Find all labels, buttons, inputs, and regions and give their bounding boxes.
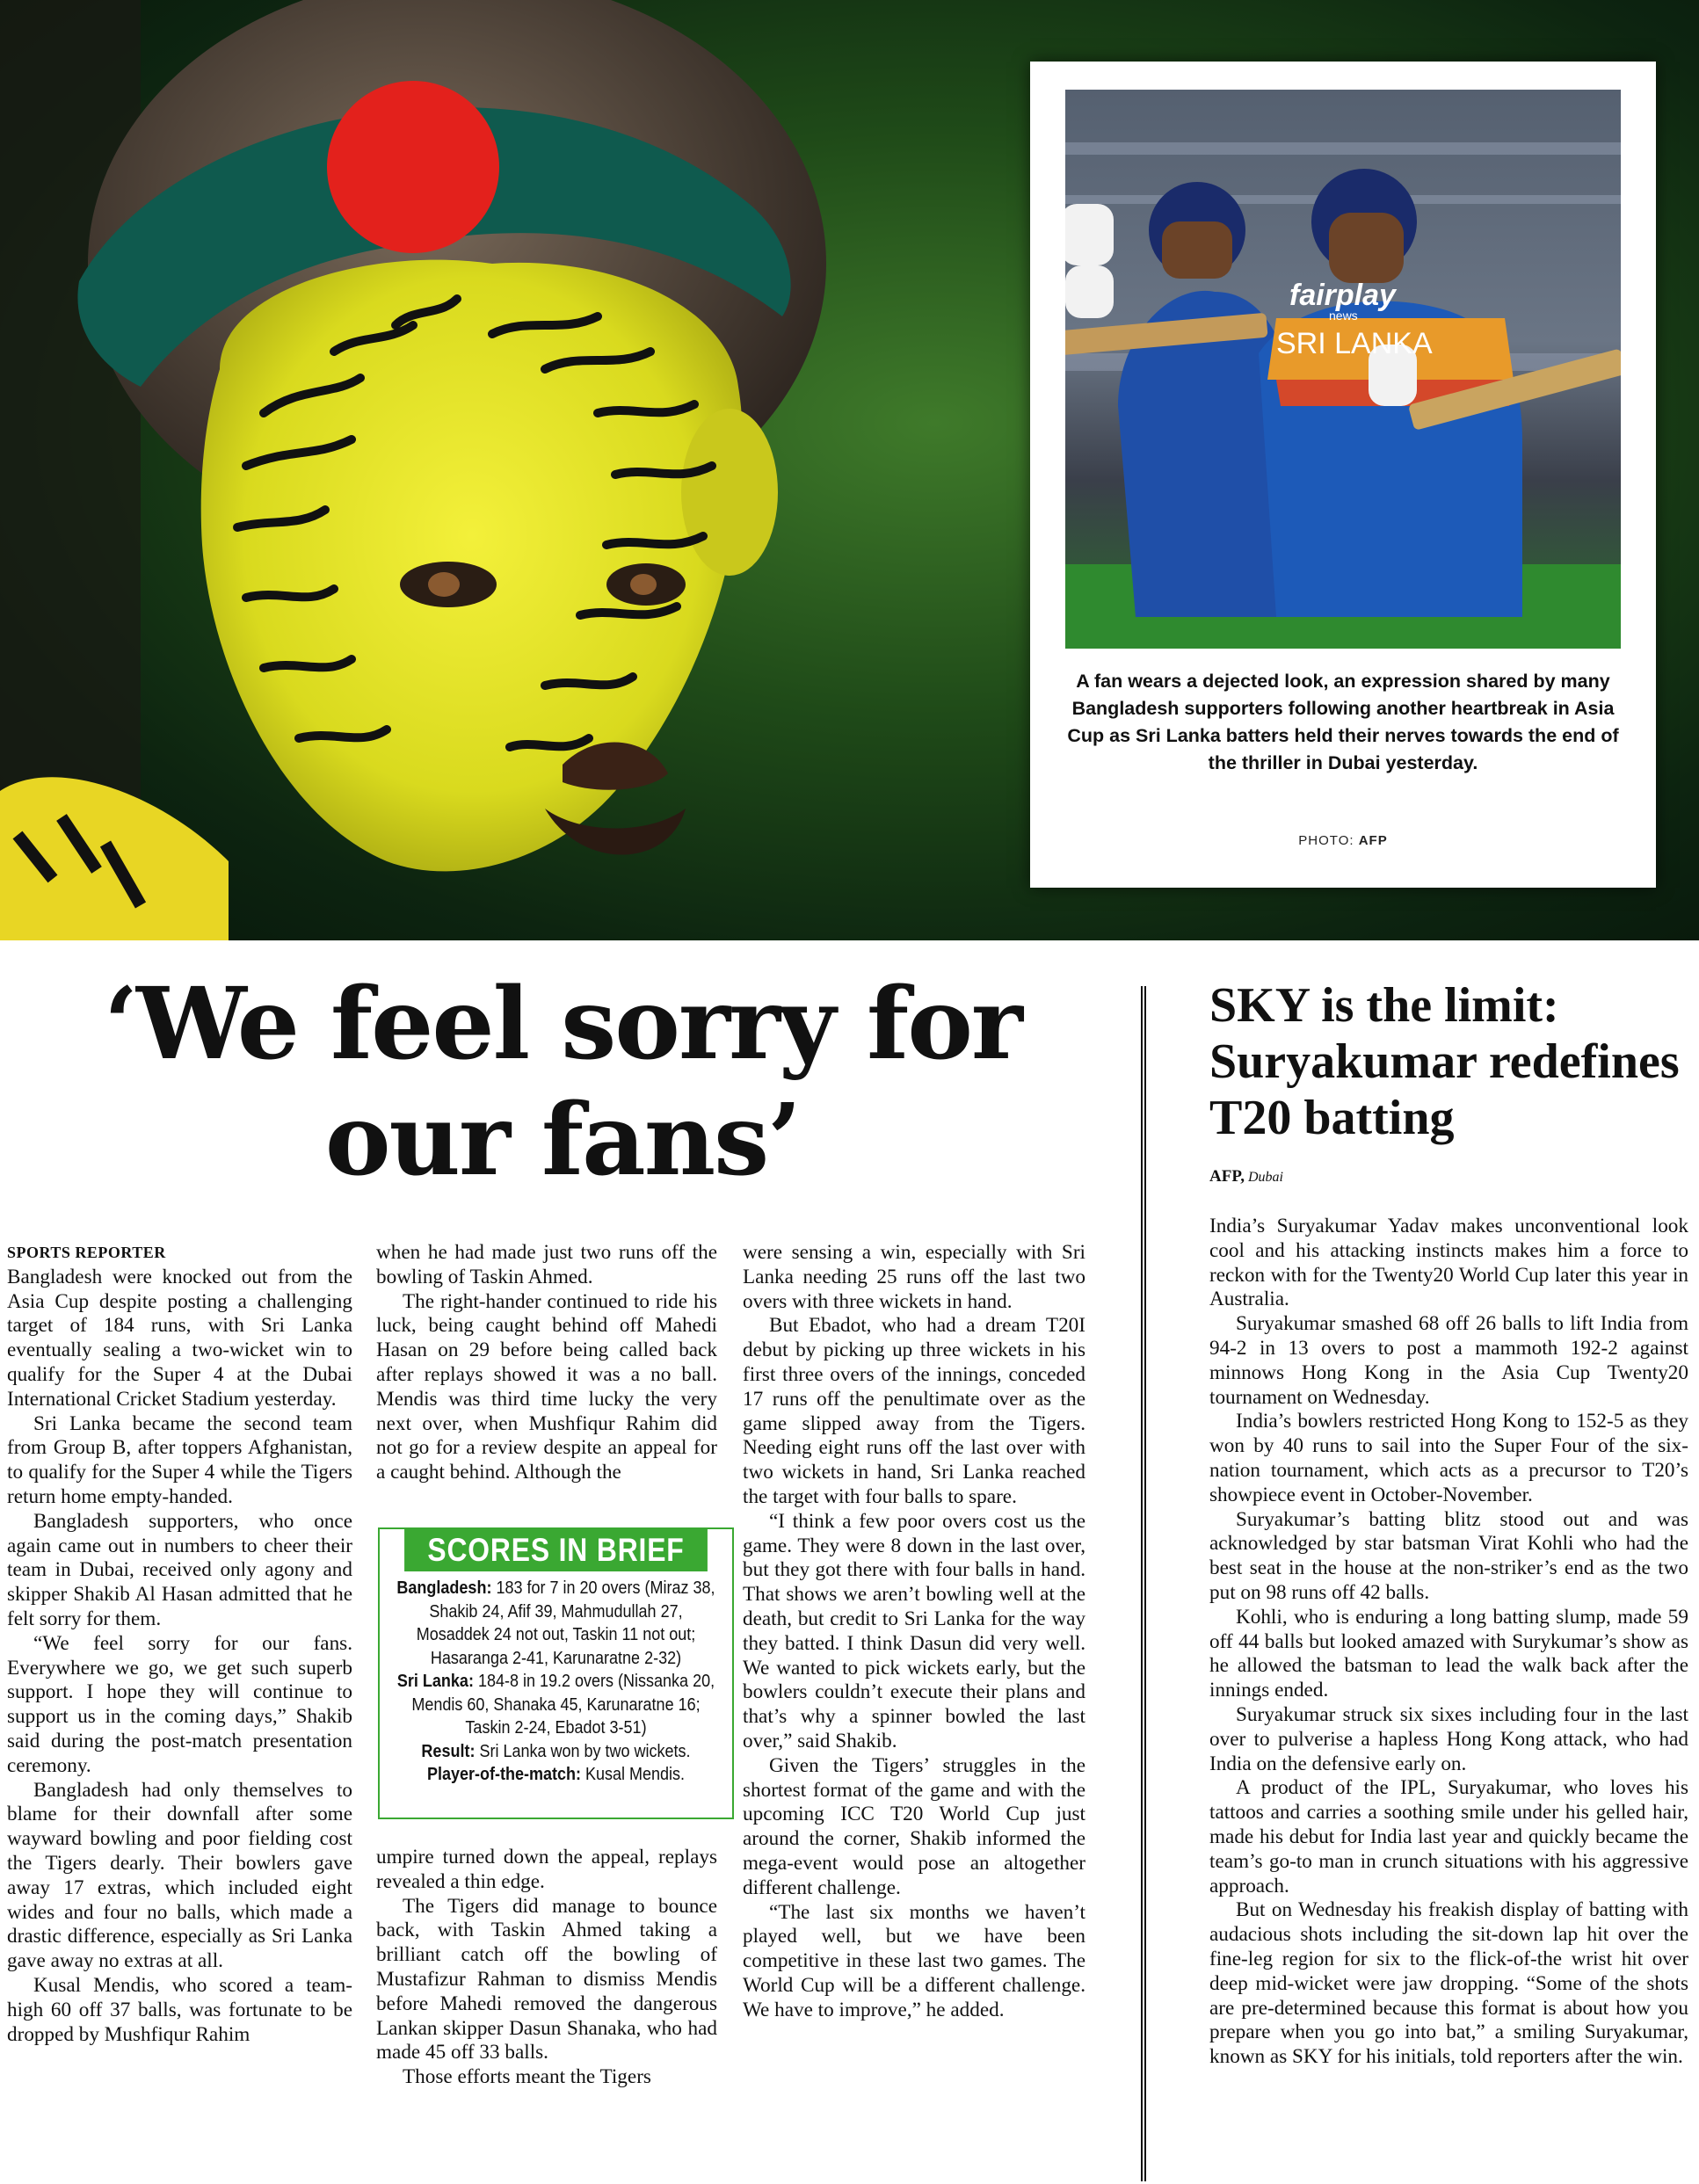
paragraph: “We feel sorry for our fans. Everywhere we go, we get such superb support. I hope they will continue to support us in the coming days,” Shakib said during the post-match presentation ceremony. (7, 1631, 352, 1777)
paragraph: Kohli, who is enduring a long batting slump, made 59 off 44 balls but looked amazed with Surykumar’s show as he allowed the batsman to lead the walk back after the innings ended. (1209, 1605, 1688, 1702)
photo-caption: A fan wears a dejected look, an expression shared by many Bangladesh supporters following another heartbreak in Asia Cup as Sri Lanka batters held their nerves towards the end of the thriller in Dubai yesterday. (1067, 671, 1619, 773)
paragraph: “The last six months we haven’t played well, but we have been competitive in these last two games. The World Cup will be a different challenge. We have to improve,” he added. (743, 1900, 1085, 2021)
celebrating-batters-illustration (1065, 90, 1621, 649)
paragraph: The Tigers did manage to bounce back, with Taskin Ahmed taking a brilliant catch off the bowling of Mustafizur Rahman to dismiss Mendis before Mahedi removed the dangerous Lankan skipper Dasun Shanaka, who had made 45 off 33 balls. (376, 1894, 717, 2064)
paragraph: The right-hander continued to ride his luck, being caught behind off Mahedi Hasan on 29 before being called back after replays showed it was a no ball. Mendis was third time lucky the very next over, when Mushfiqur Rahim did not go for a review despite an appeal for a caught behind. Although the (376, 1289, 717, 1484)
score-result (396, 1740, 716, 1764)
photo-credit-label: PHOTO: (1298, 833, 1354, 848)
paragraph: Sri Lanka became the second team from Group B, after toppers Afghanistan, to qualify for the Super 4 while the Tigers return home empty-handed. (7, 1411, 352, 1508)
paragraph: Suryakumar’s batting blitz stood out and was acknowledged by star batsman Virat Kohli who had the best seat in the house at the non-striker’s end as the two put on 98 runs off 42 balls. (1209, 1507, 1688, 1604)
jersey-team-text: SRI LANKA (1276, 327, 1433, 360)
side-story-column (1209, 1215, 1688, 2070)
score-text: 183 for 7 in 20 overs (Miraz 38, Shakib 24, Afif 39, Mahmudullah 27, Mosaddek 24 not out, Taskin 11 not out; Hasaranga 2-41, Karunaratne 2-32) (416, 1578, 715, 1668)
photo-credit-source: AFP (1358, 833, 1388, 848)
paragraph: Bangladesh had only themselves to blame for their downfall after some wayward bowling and poor fielding cost the Tigers dearly. Their bowlers gave away 17 extras, which included eight wides and four no balls, which made a drastic difference, especially as Sri Lanka gave away no extras at all. (7, 1778, 352, 1973)
paragraph: Bangladesh were knocked out from the Asia Cup despite posting a challenging target of 184 runs, with Sri Lanka eventually sealing a two-wicket win to qualify for the Super 4 at the Dubai International Cricket Stadium yesterday. (7, 1265, 352, 1411)
paragraph: Given the Tigers’ struggles in the shortest format of the game and with the upcoming ICC T20 World Cup just around the corner, Shakib informed the mega-event would pose an altogether different challenge. (743, 1753, 1085, 1899)
side-story-byline (1209, 1167, 1283, 1186)
column-divider (1141, 986, 1146, 2181)
main-headline: ‘We feel sorry for our fans’ (104, 967, 1021, 1198)
paragraph: India’s Suryakumar Yadav makes unconventional look cool and his attacking instincts makes him a force to reckon with for the Twenty20 World Cup later this year in Australia. (1209, 1215, 1688, 1311)
jersey-sponsor-text: fairplay (1289, 279, 1396, 312)
score-label: Player-of-the-match: (426, 1765, 581, 1784)
side-byline-place: Dubai (1244, 1170, 1283, 1185)
score-text: 184-8 in 19.2 overs (Nissanka 20, Mendis 60, Shanaka 45, Karunaratne 16; Taskin 2-24, Ebadot 3-51) (411, 1672, 715, 1738)
paragraph: umpire turned down the appeal, replays revealed a thin edge. (376, 1846, 717, 1893)
main-byline: SPORTS REPORTER (7, 1244, 166, 1261)
scores-title: SCORES IN BRIEF (404, 1529, 708, 1571)
jersey-sponsor-sub-text: news (1329, 308, 1358, 323)
paragraph: Suryakumar smashed 68 off 26 balls to lift India from 94-2 in 13 overs to post a mammoth 192-2 against minnows Hong Kong in the Asia Cup Twenty20 tournament on Wednesday. (1209, 1312, 1688, 1409)
main-story-column-2-top (376, 1241, 717, 1485)
main-story-column-2-bottom (376, 1846, 717, 2090)
main-story-column-3 (743, 1241, 1085, 2023)
paragraph: But Ebadot, who had a dream T20I debut by picking up three wickets in his first three overs of the innings, conceded 17 runs off the penultimate over as the game slipped away from the Tigers. Needing eight runs off the last over with two wickets in hand, Sri Lanka reached the target with four balls to spare. (743, 1314, 1085, 1508)
paragraph: Bangladesh supporters, who once again came out in numbers to cheer their team in Dubai, received only agony and skipper Shakib Al Hasan admitted that he felt sorry for them. (7, 1509, 352, 1630)
side-headline: SKY is the limit: Suryakumar redefines T20 batting (1209, 978, 1680, 1145)
hero-photo (0, 0, 1699, 940)
inset-photo-frame (1030, 62, 1656, 888)
score-label: Result: (421, 1741, 476, 1761)
sri-lanka-batters-photo (1065, 90, 1621, 649)
score-label: Sri Lanka: (396, 1672, 474, 1691)
main-story-column-1 (7, 1241, 352, 2047)
score-player-of-match (396, 1763, 716, 1787)
score-text: Sri Lanka won by two wickets. (475, 1741, 691, 1761)
paragraph: Those efforts meant the Tigers (403, 2065, 651, 2089)
paragraph: were sensing a win, especially with Sri Lanka needing 25 runs off the last two overs with three wickets in hand. (743, 1241, 1085, 1313)
scores-in-brief-box (378, 1527, 734, 1819)
paragraph: Kusal Mendis, who scored a team-high 60 off 37 balls, was fortunate to be dropped by Mushfiqur Rahim (7, 1973, 352, 2046)
paragraph: “I think a few poor overs cost us the game. They were 8 down in the last over, but they got there with four balls in hand. That shows we aren’t bowling well at the death, but credit to Sri Lanka for the way they batted. I think Dasun did very well. We wanted to pick wickets early, but the bowlers couldn’t execute their plans and that’s why a spinner bowled the last over,” said Shakib. (743, 1509, 1085, 1752)
paragraph: But on Wednesday his freakish display of batting with audacious shots including the sit-down lap hit over the fine-leg region for six to the flick-of-the wrist hit over deep mid-wicket were jaw dropping. “Some of the shots are pre-determined because this format is about how you prepare when you go into bat,” a smiling Suryakumar, known as SKY for his initials, told reporters after the win. (1209, 1898, 1688, 2069)
paragraph: A product of the IPL, Suryakumar, who loves his tattoos and carries a soothing smile under his gelled hair, made his debut for India last year and quickly became the team’s go-to man in crunch situations with his aggressive approach. (1209, 1776, 1688, 1897)
score-bangladesh (396, 1577, 716, 1670)
score-sri-lanka (396, 1670, 716, 1740)
paragraph: India’s bowlers restricted Hong Kong to 152-5 as they won by 40 runs to sail into the Super Four of the six-nation tournament, which acts as a precursor to T20’s showpiece event in October-November. (1209, 1410, 1688, 1506)
paragraph: Suryakumar struck six sixes including four in the last over to pulverise a hapless Hong Kong attack, who had India on the defensive early on. (1209, 1702, 1688, 1775)
paragraph: when he had made just two runs off the bowling of Taskin Ahmed. (376, 1241, 717, 1288)
scores-body (381, 1571, 730, 1787)
score-text: Kusal Mendis. (580, 1765, 686, 1784)
side-byline-source: AFP, (1209, 1167, 1245, 1186)
photo-credit (1030, 833, 1656, 848)
score-label: Bangladesh: (396, 1578, 492, 1598)
